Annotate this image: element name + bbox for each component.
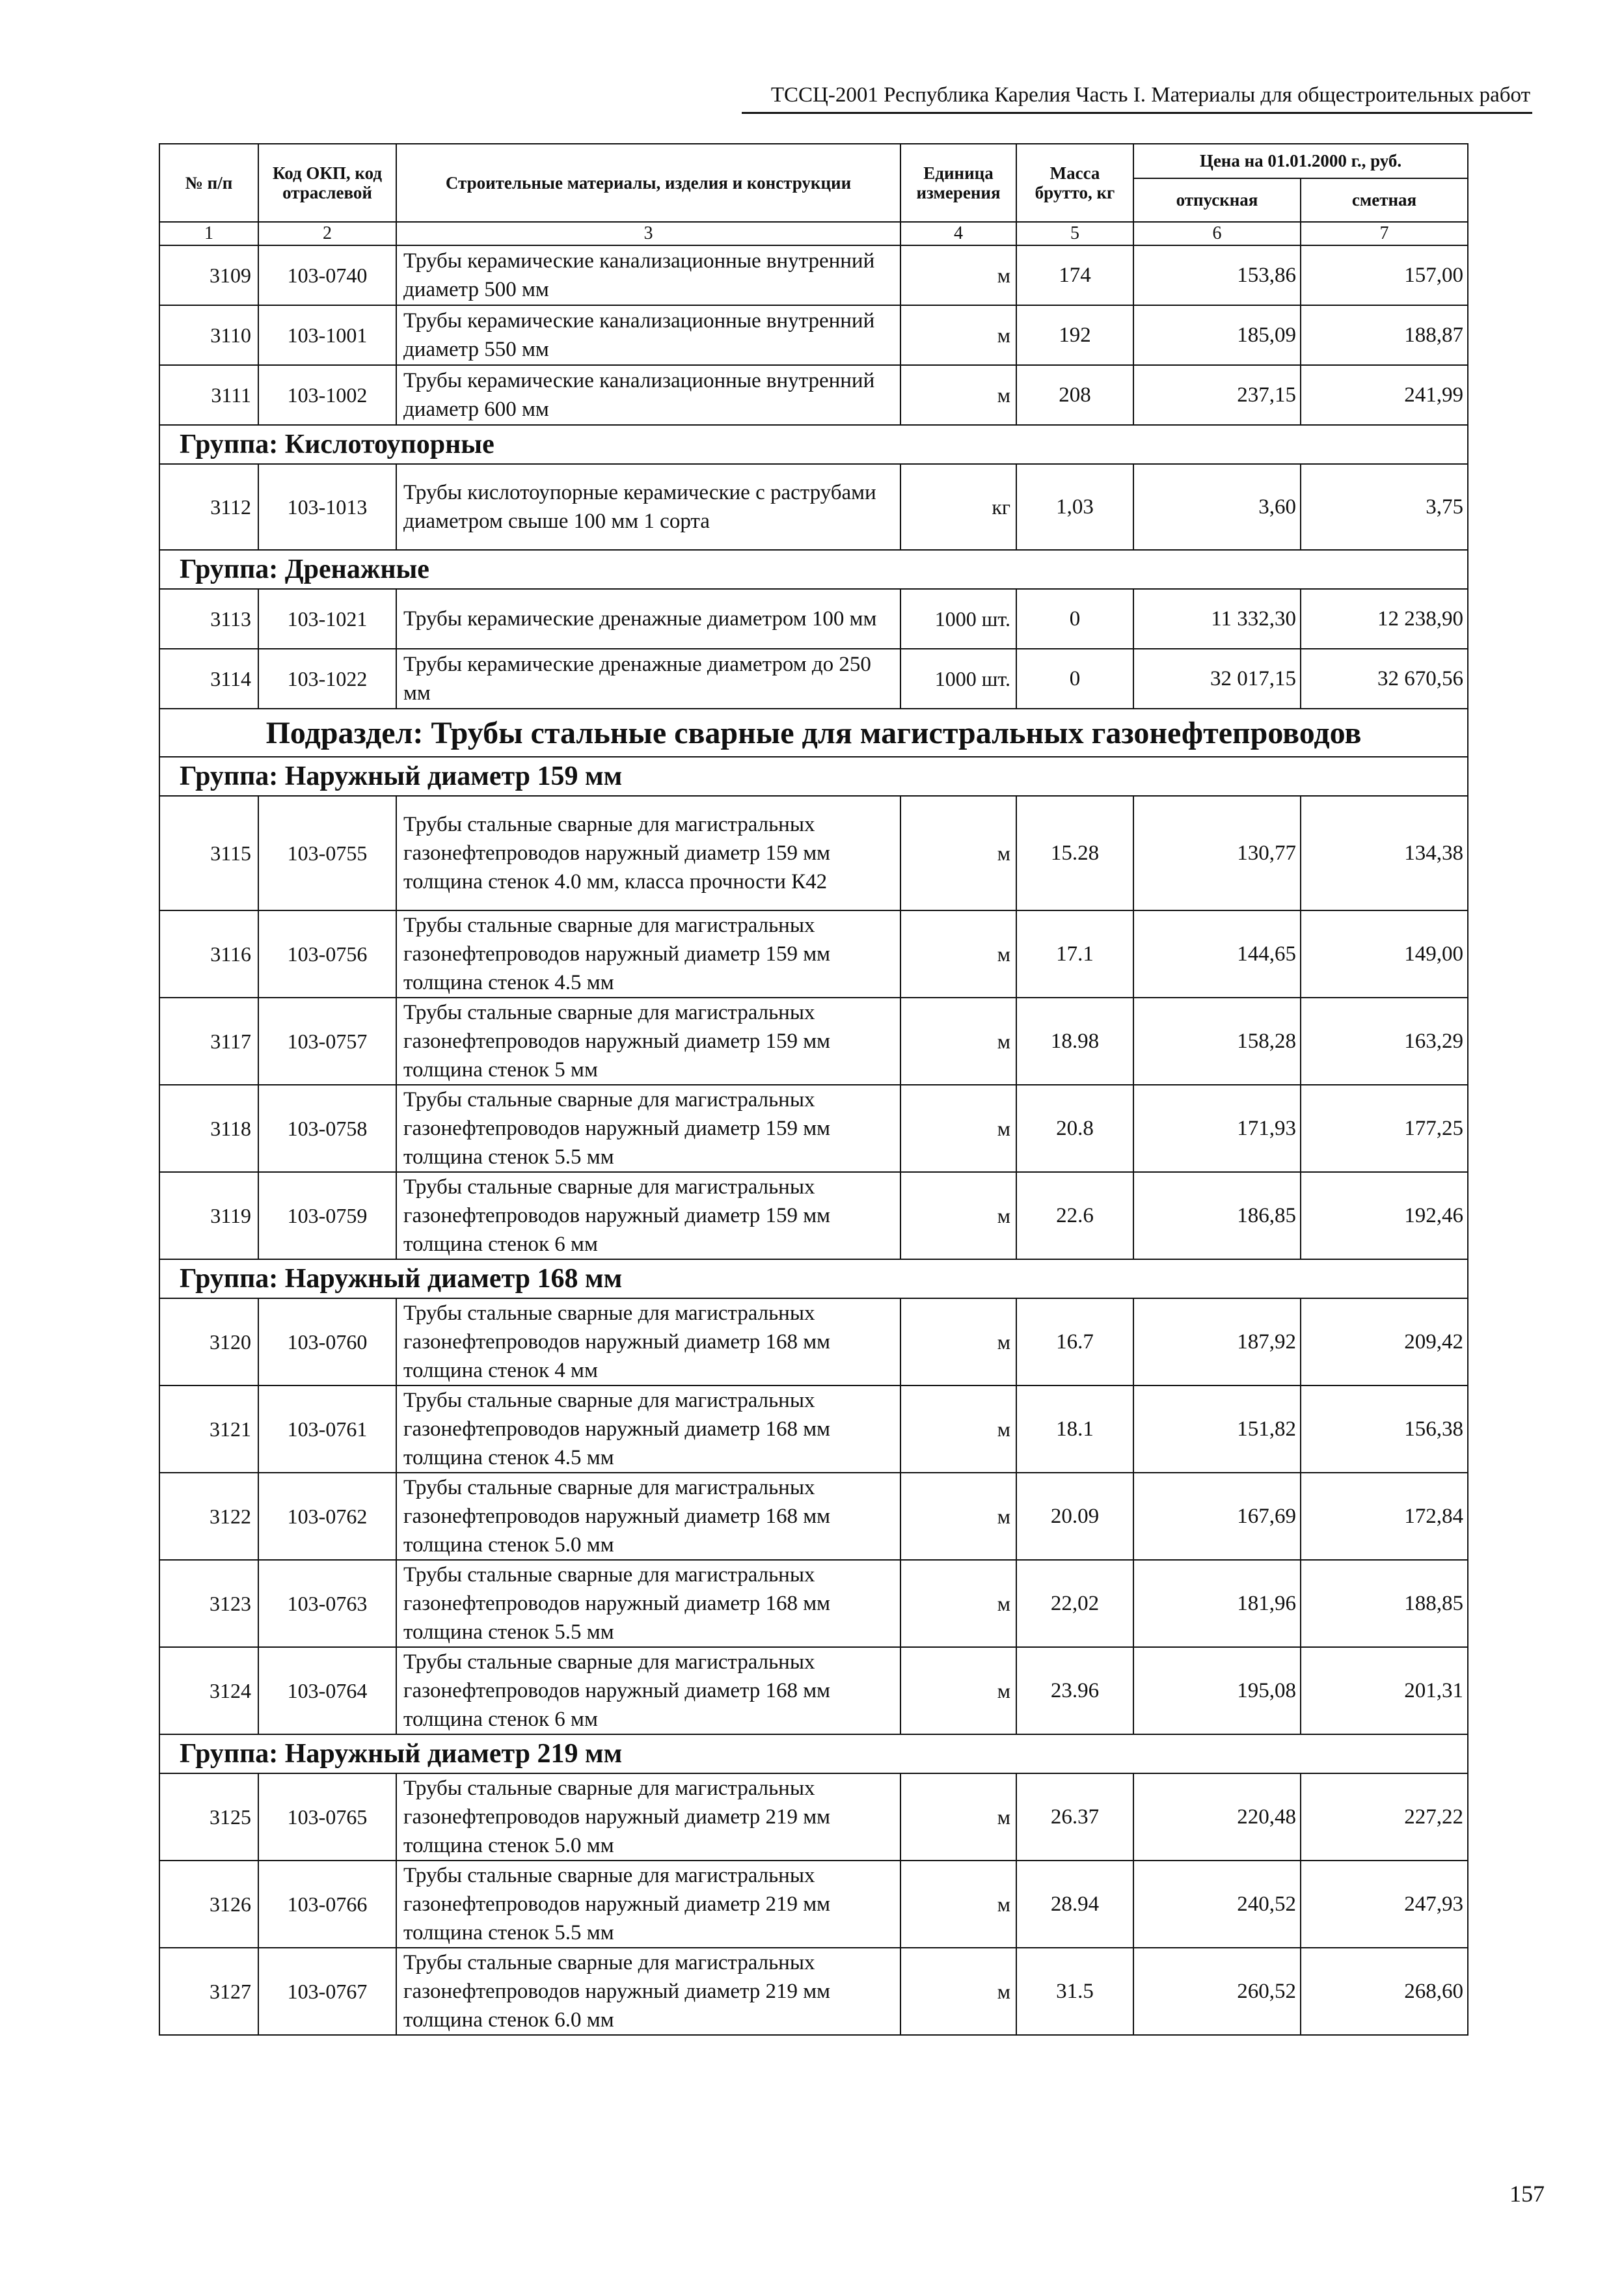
table-row [159,649,1468,709]
group-heading: Группа: Кислотоупорные [159,425,1468,464]
row-description: Трубы стальные сварные для магистральных газонефтепроводов наружный диаметр 159 мм толщина стенок 4.0 мм, класса прочности К42 [396,796,900,910]
row-mass: 28.94 [1016,1861,1133,1948]
price-table [159,143,1468,2036]
row-price-estimate: 268,60 [1301,1948,1468,2035]
table-row [159,464,1468,550]
row-price-estimate: 247,93 [1301,1861,1468,1948]
row-code: 103-0756 [258,910,396,998]
row-description: Трубы стальные сварные для магистральных газонефтепроводов наружный диаметр 219 мм толщина стенок 5.5 мм [396,1861,900,1948]
column-number: 2 [258,222,396,245]
row-unit: м [900,1385,1016,1473]
row-number: 3111 [159,365,258,425]
row-code: 103-1001 [258,305,396,365]
row-price-estimate: 32 670,56 [1301,649,1468,709]
row-unit: кг [900,464,1016,550]
row-number: 3109 [159,245,258,305]
row-number: 3114 [159,649,258,709]
group-heading-row [159,1259,1468,1298]
row-number: 3124 [159,1647,258,1734]
row-description: Трубы стальные сварные для магистральных газонефтепроводов наружный диаметр 168 мм толщина стенок 4.5 мм [396,1385,900,1473]
row-unit: м [900,1773,1016,1861]
row-price-release: 130,77 [1133,796,1301,910]
col-header-no: № п/п [159,144,258,222]
row-price-release: 158,28 [1133,998,1301,1085]
col-header-mass: Масса брутто, кг [1016,144,1133,222]
row-code: 103-0757 [258,998,396,1085]
row-number: 3113 [159,589,258,649]
row-mass: 0 [1016,589,1133,649]
column-number: 7 [1301,222,1468,245]
row-mass: 16.7 [1016,1298,1133,1385]
row-price-estimate: 157,00 [1301,245,1468,305]
row-number: 3126 [159,1861,258,1948]
row-number: 3122 [159,1473,258,1560]
row-unit: 1000 шт. [900,649,1016,709]
row-price-estimate: 192,46 [1301,1172,1468,1259]
table-row [159,910,1468,998]
row-number: 3125 [159,1773,258,1861]
row-price-estimate: 149,00 [1301,910,1468,998]
row-price-estimate: 3,75 [1301,464,1468,550]
row-price-estimate: 227,22 [1301,1773,1468,1861]
row-unit: м [900,1172,1016,1259]
row-unit: 1000 шт. [900,589,1016,649]
row-unit: м [900,1861,1016,1948]
row-unit: м [900,1473,1016,1560]
group-heading-row [159,425,1468,464]
row-price-release: 3,60 [1133,464,1301,550]
row-price-estimate: 172,84 [1301,1473,1468,1560]
row-description: Трубы стальные сварные для магистральных газонефтепроводов наружный диаметр 159 мм толщина стенок 5.5 мм [396,1085,900,1172]
row-price-release: 260,52 [1133,1948,1301,2035]
row-mass: 0 [1016,649,1133,709]
row-number: 3116 [159,910,258,998]
running-header: ТССЦ-2001 Республика Карелия Часть I. Материалы для общестроительных работ [770,83,1530,107]
row-price-estimate: 177,25 [1301,1085,1468,1172]
table-row [159,1085,1468,1172]
row-mass: 1,03 [1016,464,1133,550]
row-price-estimate: 156,38 [1301,1385,1468,1473]
row-number: 3120 [159,1298,258,1385]
row-description: Трубы стальные сварные для магистральных газонефтепроводов наружный диаметр 168 мм толщина стенок 6 мм [396,1647,900,1734]
group-heading: Группа: Наружный диаметр 219 мм [159,1734,1468,1773]
row-code: 103-0761 [258,1385,396,1473]
col-header-price-release: отпускная [1133,178,1301,222]
row-price-release: 32 017,15 [1133,649,1301,709]
table-row [159,1647,1468,1734]
table-row [159,1948,1468,2035]
group-heading-row [159,757,1468,796]
row-code: 103-0755 [258,796,396,910]
row-price-release: 171,93 [1133,1085,1301,1172]
row-mass: 15.28 [1016,796,1133,910]
row-price-estimate: 12 238,90 [1301,589,1468,649]
col-header-unit: Единица измерения [900,144,1016,222]
row-price-release: 237,15 [1133,365,1301,425]
column-number: 3 [396,222,900,245]
row-code: 103-1021 [258,589,396,649]
row-price-release: 195,08 [1133,1647,1301,1734]
table-row [159,305,1468,365]
row-number: 3117 [159,998,258,1085]
group-heading: Группа: Дренажные [159,550,1468,589]
row-code: 103-1022 [258,649,396,709]
col-header-price-estimate: сметная [1301,178,1468,222]
row-description: Трубы керамические дренажные диаметром 100 мм [396,589,900,649]
column-number: 6 [1133,222,1301,245]
row-mass: 22.6 [1016,1172,1133,1259]
row-code: 103-0759 [258,1172,396,1259]
row-mass: 26.37 [1016,1773,1133,1861]
table-row [159,1560,1468,1647]
row-description: Трубы керамические дренажные диаметром до 250 мм [396,649,900,709]
row-code: 103-0758 [258,1085,396,1172]
row-description: Трубы керамические канализационные внутренний диаметр 600 мм [396,365,900,425]
table-row [159,1298,1468,1385]
row-price-release: 187,92 [1133,1298,1301,1385]
table-row [159,1861,1468,1948]
group-heading-row [159,550,1468,589]
page-number: 157 [1509,2181,1545,2207]
row-price-estimate: 241,99 [1301,365,1468,425]
table-row [159,1385,1468,1473]
row-price-release: 240,52 [1133,1861,1301,1948]
subsection-heading-row [159,709,1468,757]
table-row [159,245,1468,305]
row-price-estimate: 209,42 [1301,1298,1468,1385]
row-price-release: 186,85 [1133,1172,1301,1259]
row-mass: 18.98 [1016,998,1133,1085]
group-heading: Группа: Наружный диаметр 168 мм [159,1259,1468,1298]
header-rule [742,112,1532,114]
row-unit: м [900,245,1016,305]
row-number: 3118 [159,1085,258,1172]
row-description: Трубы стальные сварные для магистральных газонефтепроводов наружный диаметр 168 мм толщина стенок 5.5 мм [396,1560,900,1647]
row-price-release: 185,09 [1133,305,1301,365]
table-body [159,245,1468,2035]
row-code: 103-0767 [258,1948,396,2035]
col-header-code: Код ОКП, код отраслевой [258,144,396,222]
row-description: Трубы керамические канализационные внутренний диаметр 550 мм [396,305,900,365]
row-price-estimate: 134,38 [1301,796,1468,910]
row-unit: м [900,1298,1016,1385]
row-mass: 18.1 [1016,1385,1133,1473]
row-code: 103-0766 [258,1861,396,1948]
col-header-price-group: Цена на 01.01.2000 г., руб. [1133,144,1468,178]
row-mass: 20.09 [1016,1473,1133,1560]
row-mass: 192 [1016,305,1133,365]
row-mass: 208 [1016,365,1133,425]
row-number: 3127 [159,1948,258,2035]
row-price-release: 144,65 [1133,910,1301,998]
column-number: 4 [900,222,1016,245]
row-code: 103-1013 [258,464,396,550]
row-description: Трубы стальные сварные для магистральных газонефтепроводов наружный диаметр 159 мм толщина стенок 5 мм [396,998,900,1085]
row-code: 103-1002 [258,365,396,425]
row-number: 3110 [159,305,258,365]
row-unit: м [900,910,1016,998]
row-code: 103-0762 [258,1473,396,1560]
row-mass: 31.5 [1016,1948,1133,2035]
row-unit: м [900,1085,1016,1172]
row-description: Трубы стальные сварные для магистральных газонефтепроводов наружный диаметр 159 мм толщина стенок 6 мм [396,1172,900,1259]
row-mass: 22,02 [1016,1560,1133,1647]
row-number: 3121 [159,1385,258,1473]
row-price-estimate: 201,31 [1301,1647,1468,1734]
column-number: 1 [159,222,258,245]
row-number: 3112 [159,464,258,550]
row-unit: м [900,1647,1016,1734]
row-description: Трубы стальные сварные для магистральных газонефтепроводов наружный диаметр 168 мм толщина стенок 5.0 мм [396,1473,900,1560]
table-row [159,796,1468,910]
row-mass: 23.96 [1016,1647,1133,1734]
row-price-release: 220,48 [1133,1773,1301,1861]
table-row [159,589,1468,649]
row-description: Трубы кислотоупорные керамические с раструбами диаметром свыше 100 мм 1 сорта [396,464,900,550]
row-description: Трубы стальные сварные для магистральных газонефтепроводов наружный диаметр 168 мм толщина стенок 4 мм [396,1298,900,1385]
table-row [159,365,1468,425]
row-description: Трубы стальные сварные для магистральных газонефтепроводов наружный диаметр 219 мм толщина стенок 5.0 мм [396,1773,900,1861]
row-unit: м [900,998,1016,1085]
row-price-estimate: 188,85 [1301,1560,1468,1647]
column-number: 5 [1016,222,1133,245]
row-unit: м [900,1560,1016,1647]
table-row [159,1773,1468,1861]
table-row [159,1473,1468,1560]
row-price-release: 11 332,30 [1133,589,1301,649]
row-unit: м [900,305,1016,365]
row-code: 103-0765 [258,1773,396,1861]
row-price-release: 167,69 [1133,1473,1301,1560]
row-mass: 174 [1016,245,1133,305]
row-price-release: 153,86 [1133,245,1301,305]
row-price-release: 151,82 [1133,1385,1301,1473]
row-mass: 20.8 [1016,1085,1133,1172]
row-price-estimate: 188,87 [1301,305,1468,365]
row-code: 103-0760 [258,1298,396,1385]
table-row [159,998,1468,1085]
row-mass: 17.1 [1016,910,1133,998]
row-number: 3119 [159,1172,258,1259]
header-row-top [159,144,1468,178]
group-heading: Группа: Наружный диаметр 159 мм [159,757,1468,796]
group-heading-row [159,1734,1468,1773]
row-unit: м [900,365,1016,425]
row-description: Трубы керамические канализационные внутренний диаметр 500 мм [396,245,900,305]
row-code: 103-0763 [258,1560,396,1647]
col-header-material: Строительные материалы, изделия и конструкции [396,144,900,222]
row-description: Трубы стальные сварные для магистральных газонефтепроводов наружный диаметр 159 мм толщина стенок 4.5 мм [396,910,900,998]
row-price-release: 181,96 [1133,1560,1301,1647]
row-number: 3123 [159,1560,258,1647]
subsection-heading: Подраздел: Трубы стальные сварные для магистральных газонефтепроводов [159,709,1468,757]
column-number-row [159,222,1468,245]
row-number: 3115 [159,796,258,910]
row-unit: м [900,1948,1016,2035]
row-code: 103-0740 [258,245,396,305]
row-description: Трубы стальные сварные для магистральных газонефтепроводов наружный диаметр 219 мм толщина стенок 6.0 мм [396,1948,900,2035]
table-row [159,1172,1468,1259]
row-unit: м [900,796,1016,910]
row-price-estimate: 163,29 [1301,998,1468,1085]
row-code: 103-0764 [258,1647,396,1734]
